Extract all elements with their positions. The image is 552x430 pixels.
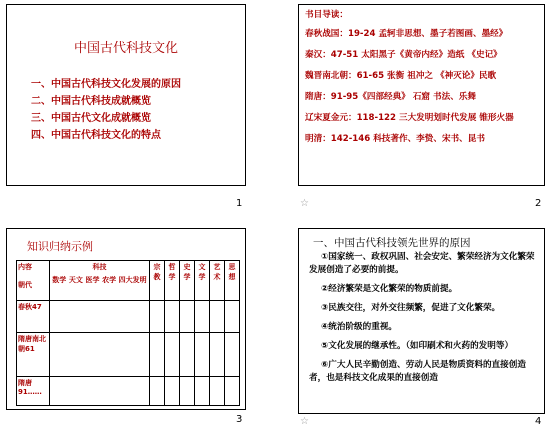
table-corner-cell	[17, 261, 50, 301]
star-icon: ☆	[300, 416, 309, 427]
keji-sub: 农学	[102, 276, 117, 284]
slide-1-title: 中国古代科技文化	[73, 41, 178, 56]
table-row-label: 春秋47	[17, 300, 50, 333]
slide-3-title: 知识归纳示例	[27, 240, 93, 253]
outline-item: 四、中国古代科技文化的特点	[31, 130, 161, 141]
page-number-1: 1	[236, 198, 243, 209]
table-row-label: 隋唐南北朝61	[17, 333, 50, 377]
keji-sub: 医学	[85, 276, 100, 284]
reason-item: ④统治阶级的重视。	[321, 322, 398, 332]
col-header: 哲学	[165, 261, 180, 301]
reading-guide-line: 秦汉：47-51 太阳黑子《黄帝内经》造纸 《史记》	[305, 50, 502, 60]
outline-item: 二、中国古代科技成就概览	[31, 96, 151, 107]
slide-1[interactable]	[6, 4, 246, 186]
reason-item: ③民族交往，对外交往频繁，促进了文化繁荣。	[321, 303, 501, 313]
outline-item: 三、中国古代文化成就概览	[31, 113, 151, 124]
page-number-3: 3	[236, 414, 243, 425]
keji-sub: 天文	[68, 276, 83, 284]
col-header: 思想	[225, 261, 240, 301]
col-header: 艺术	[210, 261, 225, 301]
reason-item: ⑥广大人民辛勤创造、劳动人民是物质资料的直接创造者，也是科技文化成果的直接创造	[309, 360, 526, 383]
slide-2[interactable]	[298, 4, 545, 186]
corner-bottom-label: 朝代	[18, 281, 32, 289]
reading-guide-line: 明清：142-146 科技著作、李贽、宋书、昆书	[305, 134, 485, 144]
knowledge-table	[16, 260, 240, 406]
reading-guide-line: 魏晋南北朝：61-65 张衡 祖冲之 《神灭论》民歌	[305, 71, 497, 81]
reading-guide-line: 隋唐：91-95《四部经典》 石窟 书法、乐舞	[305, 92, 476, 102]
keji-sub: 数学	[52, 276, 67, 284]
slide-4[interactable]	[298, 228, 545, 414]
table-row-label: 隋唐91……	[17, 377, 50, 406]
reading-guide-line: 春秋战国：19-24 孟轲非思想、墨子若图画、墨经》	[305, 29, 508, 39]
reasons-list	[309, 251, 536, 391]
col-header: 史学	[180, 261, 195, 301]
reading-guide-line: 辽宋夏金元：118-122 三大发明划时代发展 锥形火器	[305, 113, 514, 123]
page-number-2: 2	[535, 198, 542, 209]
slide-4-title: 一、中国古代科技领先世界的原因	[313, 237, 471, 249]
slide-1-outline	[31, 75, 181, 143]
keji-header	[50, 261, 150, 301]
reading-guide	[305, 9, 540, 154]
col-header: 宗教	[150, 261, 165, 301]
reading-guide-heading: 书目导读：	[305, 10, 348, 20]
page-number-4: 4	[535, 416, 542, 427]
star-icon: ☆	[300, 198, 309, 209]
outline-item: 一、中国古代科技文化发展的原因	[31, 79, 181, 90]
reason-item: ①国家统一、政权巩固、社会安定、繁荣经济为文化繁荣发展创造了必要的前提。	[309, 252, 535, 275]
corner-top-label: 内容	[18, 263, 32, 271]
keji-label: 科技	[92, 263, 107, 271]
slide-3[interactable]	[6, 228, 246, 410]
col-header: 文学	[195, 261, 210, 301]
reason-item: ②经济繁荣是文化繁荣的物质前提。	[321, 284, 458, 294]
keji-sub: 四大发明	[118, 276, 147, 284]
reason-item: ⑤文化发展的继承性。（如印刷术和火药的发明等）	[321, 341, 514, 351]
